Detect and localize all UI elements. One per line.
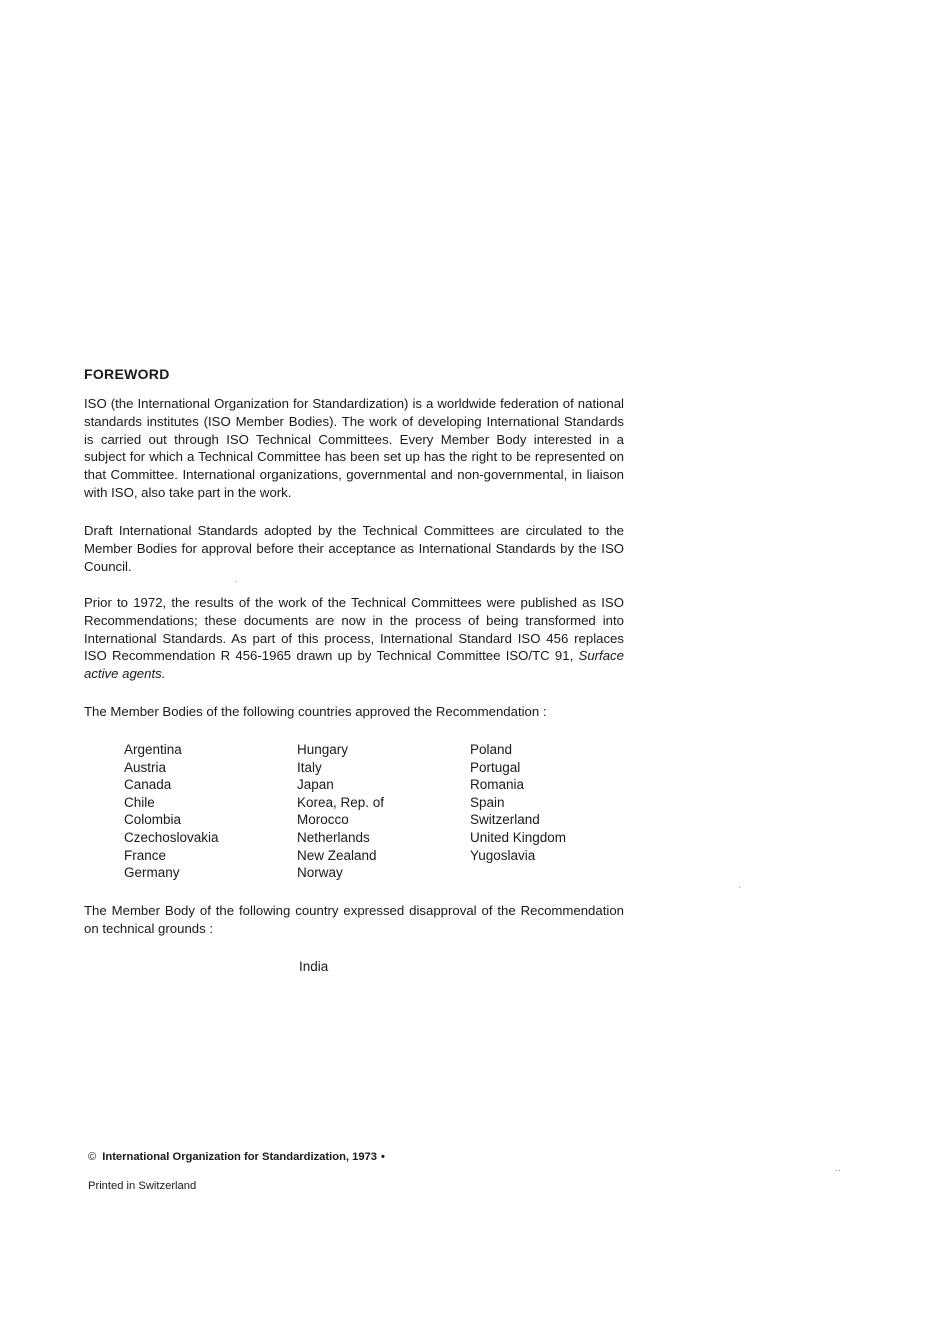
country-column-1 [124, 741, 219, 882]
foreword-paragraph-1: ISO (the International Organization for Standardization) is a worldwide federation of national standards institutes (ISO Member Bodies). The work of developing International Standards is carried out through ISO Technical Committees. Every Member Body interested in a subject for which a Technical Committee has been set up has the right to be represented on that Committee. International organizations, governmental and non-governmental, in liaison with ISO, also take part in the work. [84, 396, 624, 500]
country-name: France [124, 847, 167, 863]
copyright-symbol: © [88, 1151, 97, 1163]
bullet-icon: • [381, 1151, 385, 1163]
country-name: Poland [470, 742, 513, 757]
country-name: Morocco [297, 812, 349, 828]
country-name: Chile [124, 794, 155, 810]
country-name: New Zealand [297, 847, 377, 863]
country-name: Spain [470, 794, 505, 810]
scan-speck [839, 1170, 840, 1171]
country-name: Switzerland [470, 812, 540, 828]
country-name: Austria [124, 759, 167, 775]
country-name: Hungary [297, 742, 349, 757]
country-column-2 [297, 741, 384, 882]
country-column-3 [470, 741, 566, 864]
country-name: Netherlands [297, 829, 370, 845]
scan-speck [236, 581, 237, 582]
approval-intro: The Member Bodies of the following countries approved the Recommendation : [84, 704, 547, 719]
committee-title: Surface active agents. [84, 648, 624, 682]
country-name: Portugal [470, 759, 521, 775]
country-name: Argentina [124, 742, 182, 757]
country-name: Czechoslovakia [124, 829, 219, 845]
country-name: Romania [470, 777, 525, 793]
paragraph-3-text: Prior to 1972, the results of the work of the Technical Committees were published as ISO Recommendations; these documents are now in the process of being transformed into International Standards. As part of this process, International Standard ISO 456 replaces ISO Recommendation R 456-1965 drawn up by Technical Committee ISO/TC 91, [84, 595, 624, 664]
copyright-text: International Organization for Standardization, 1973 [102, 1151, 378, 1163]
country-name: United Kingdom [470, 829, 567, 845]
foreword-paragraph-2: Draft International Standards adopted by the Technical Committees are circulated to the Member Bodies for approval before their acceptance as International Standards by the ISO Council. [84, 523, 624, 574]
scan-speck [836, 1170, 837, 1171]
copyright-notice [88, 1151, 385, 1163]
foreword-paragraph-3 [84, 594, 624, 683]
country-name: Italy [297, 759, 322, 775]
country-name: Colombia [124, 812, 182, 828]
country-name: Japan [297, 777, 334, 793]
country-name: Korea, Rep. of [297, 794, 385, 810]
country-name: Germany [124, 865, 180, 881]
printed-notice: Printed in Switzerland [88, 1180, 197, 1192]
country-name: Yugoslavia [470, 847, 536, 863]
scan-speck [739, 887, 740, 888]
disapproval-intro: The Member Body of the following country expressed disapproval of the Recommendation on technical grounds : [84, 903, 624, 936]
country-name: Canada [124, 777, 172, 793]
foreword-heading: FOREWORD [84, 366, 170, 382]
disapproving-country: India [299, 959, 329, 974]
country-name: Norway [297, 865, 343, 881]
